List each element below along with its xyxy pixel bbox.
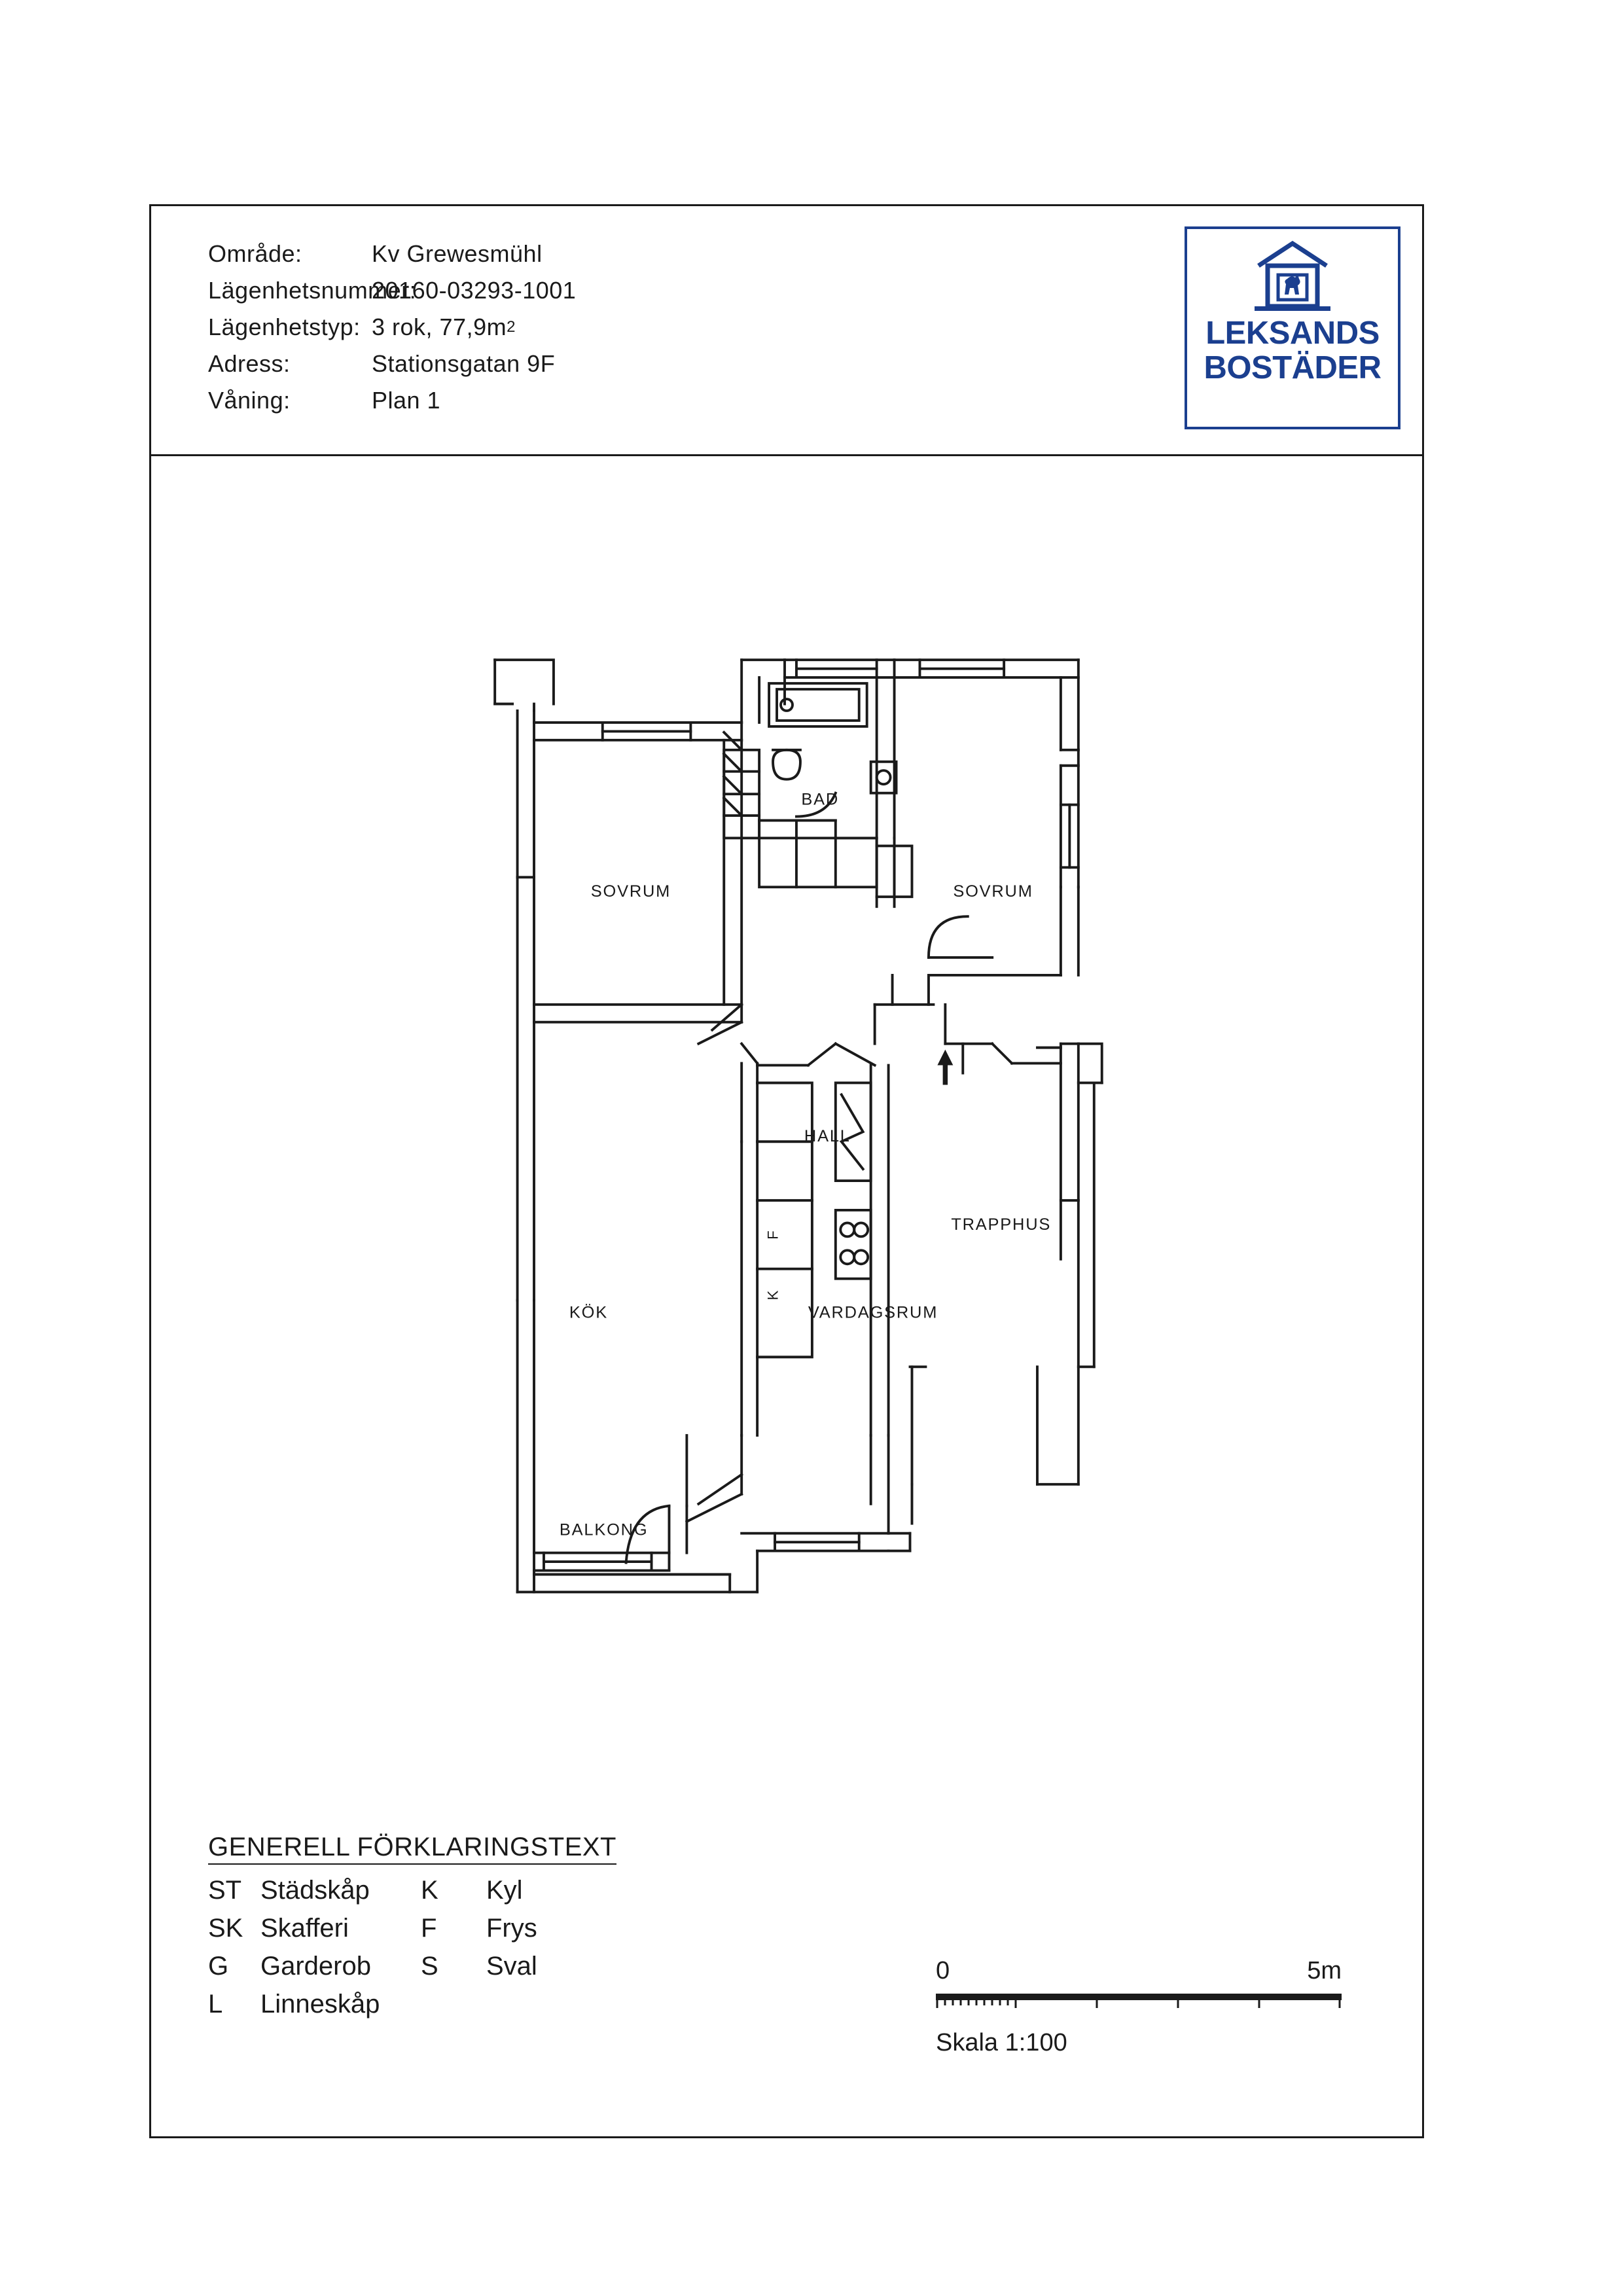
legend-abbr: G [208, 1952, 229, 1981]
scale-caption: Skala 1:100 [936, 2029, 1067, 2056]
field-address-label: Adress: [208, 350, 291, 377]
field-address-value: Stationsgatan 9F [372, 350, 556, 377]
legend-row [208, 1871, 797, 1909]
room-label-vardagsrum: KÖK [569, 1303, 608, 1322]
legend-abbr-2: F [421, 1914, 437, 1943]
scale-bar-graphic [936, 1988, 1342, 2015]
legend-title: GENERELL FÖRKLARINGSTEXT [208, 1833, 616, 1865]
field-apartment-number [208, 272, 576, 309]
field-apartment-number-label: Lägenhetsnummer: [208, 277, 417, 304]
legend-abbr-2 [421, 1985, 486, 2023]
field-apartment-type-label: Lägenhetstyp: [208, 314, 361, 340]
legend-abbr-2: S [421, 1952, 438, 1981]
scale-bar [936, 1957, 1342, 2057]
legend-term: Garderob [260, 1952, 371, 1981]
field-area-value: Kv Grewesmühl [372, 240, 543, 267]
field-area [208, 236, 576, 272]
scale-bar-right-label: 5m [1307, 1957, 1342, 1984]
field-floor [208, 382, 576, 419]
room-label-sovrum-left: SOVRUM [590, 882, 671, 901]
legend-term-2: Sval [486, 1952, 537, 1981]
legend-row [208, 1947, 797, 1985]
appliance-label-k: K [764, 1289, 781, 1300]
room-label-balkong: BALKONG [559, 1520, 649, 1539]
legend-term: Städskåp [260, 1876, 370, 1905]
legend-abbr-2: K [421, 1876, 438, 1905]
house-with-dala-horse-icon [1253, 238, 1332, 314]
field-apartment-type [208, 309, 576, 346]
room-label-kok: VARDAGSRUM [808, 1303, 938, 1322]
field-apartment-type-superscript: 2 [507, 318, 516, 336]
company-logo-line2: BOSTÄDER [1204, 350, 1382, 386]
legend-abbr: SK [208, 1914, 243, 1943]
legend-row [208, 1909, 797, 1947]
legend-row [208, 1985, 797, 2023]
scale-bar-left-label: 0 [936, 1957, 950, 1984]
field-apartment-number-value: 20160-03293-1001 [372, 277, 577, 304]
field-area-label: Område: [208, 240, 302, 267]
legend-term: Skafferi [260, 1914, 349, 1943]
scale-bar-labels [936, 1957, 1342, 1988]
title-block [149, 204, 1424, 456]
legend-term: Linneskåp [260, 1990, 380, 2018]
north-arrow-icon [937, 1050, 953, 1085]
company-logo-line1: LEKSANDS [1205, 315, 1380, 351]
company-logo-text [1204, 317, 1382, 384]
field-floor-value: Plan 1 [372, 387, 441, 414]
appliance-label-f: F [764, 1229, 781, 1240]
legend-rows [208, 1871, 797, 2023]
room-label-bad: BAD [801, 790, 840, 809]
title-block-fields [208, 236, 576, 419]
room-label-hall: HALL [804, 1127, 851, 1146]
field-floor-label: Våning: [208, 387, 291, 414]
room-label-sovrum-right: SOVRUM [953, 882, 1033, 901]
field-address [208, 346, 576, 382]
legend-term-2 [486, 1985, 617, 2023]
legend-term-2: Kyl [486, 1876, 523, 1905]
room-label-trapphus: TRAPPHUS [951, 1215, 1052, 1234]
legend-abbr: L [208, 1990, 223, 2018]
legend-abbr: ST [208, 1876, 242, 1905]
legend-term-2: Frys [486, 1914, 537, 1943]
legend [208, 1833, 797, 2023]
floor-plan-drawing [149, 456, 1424, 1700]
company-logo [1185, 226, 1400, 429]
field-apartment-type-value: 3 rok, 77,9m [372, 314, 507, 340]
